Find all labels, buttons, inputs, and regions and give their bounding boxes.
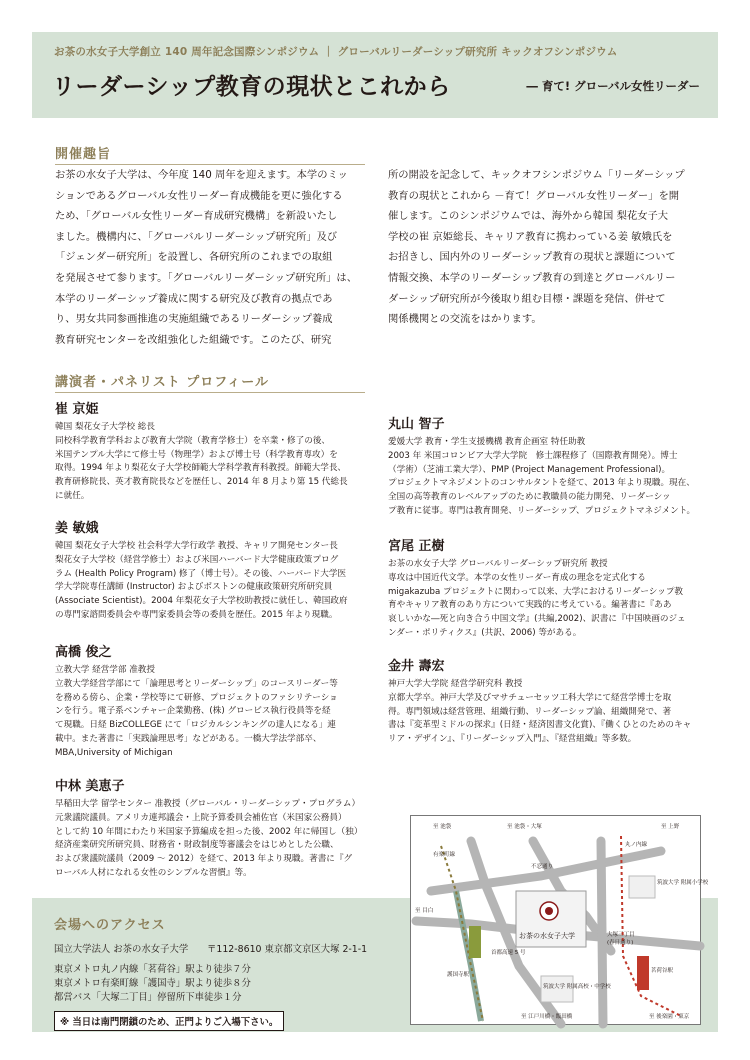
bio-line: MBA,University of Michigan — [55, 747, 173, 758]
road-kasuga — [601, 841, 603, 1024]
purpose-line: ションであるグローバル女性リーダー育成機能を更に強化する — [55, 189, 343, 202]
bio-line: 京都大学卒。神戸大学及びマサチューセッツ工科大学にて経営学博士を取 — [388, 692, 672, 703]
profile-name: 姜 敏娥 — [55, 521, 99, 536]
profile-role: 愛媛大学 教育・学生支援機構 教育企画室 特任助教 — [388, 437, 586, 447]
bio-line: を務める傍ら、企業・学校等にて研修、プロジェクトのファシリテーショ — [55, 692, 338, 703]
map-label: 至 江戸川橋・飯田橋 — [521, 1014, 573, 1020]
profile-bio — [55, 812, 362, 881]
purpose-line: 「ジェンダー研究所」を設置し、各研究所のこれまでの取組 — [55, 251, 333, 264]
profile-name: 金井 壽宏 — [388, 659, 445, 674]
gokokuji-station-marker — [469, 926, 481, 958]
bio-line: および衆議院議員（2009 ～ 2012）を経て、2013 年より現職。著書に『グ — [55, 854, 353, 865]
map-label: 至 後楽園・東京 — [649, 1014, 690, 1020]
bio-line: ンを行う。電子系ベンチャー企業勤務、(株) グロービス執行役員等を経 — [55, 706, 331, 717]
map-label: 有楽町線 — [433, 852, 456, 858]
entry-notice: ※ 当日は南門閉鎖のため、正門よりご入場下さい。 — [54, 1011, 284, 1031]
purpose-left-column — [55, 165, 375, 350]
access-heading: 会場へのアクセス — [54, 918, 166, 933]
map-label: 大塚三丁目 — [607, 932, 635, 938]
profile-name: 宮尾 正樹 — [388, 539, 445, 554]
profile-name: 丸山 智子 — [388, 417, 445, 432]
bio-line: (Associate Scientist)。2004 年梨花女子大学校助教授に就任し、韓国政府 — [55, 596, 348, 607]
profile-card — [388, 417, 695, 519]
purpose-line: り、男女共同参画推進の実施組織であるリーダーシップ養成 — [55, 313, 333, 326]
myogadani-station-marker — [637, 956, 649, 990]
map-drawing — [411, 816, 709, 1024]
purpose-line: 教育研究センターを改組強化した組織です。このたび、研究 — [55, 333, 332, 346]
profile-card — [55, 402, 348, 504]
bio-line: 経済産業研究所研究員、財務省・財政制度等審議会をはじめとした公職、 — [55, 840, 339, 851]
purpose-line: ため、「グローバル女性リーダー育成研究機構」を新設いたし — [55, 210, 338, 223]
route-line: 東京メトロ丸ノ内線「茗荷谷」駅より徒歩７分 — [54, 964, 251, 975]
profile-bio — [55, 435, 348, 504]
profile-role: 韓国 梨花女子大学校 社会科学大学行政学 教授、キャリア開発センター長 — [55, 541, 338, 551]
bio-line: 専攻は中国近代文学。本学の女性リーダー育成の理念を定式化する — [388, 572, 646, 583]
profile-card — [388, 539, 686, 641]
purpose-line: お招きし、国内外のリーダーシップ教育の現状と課題について — [388, 251, 676, 264]
map-label: 護国寺駅 — [447, 972, 470, 978]
purpose-right-column — [388, 165, 708, 330]
venue-address: 国立大学法人 お茶の水女子大学 〒112-8610 東京都文京区大塚 2-1-1 — [54, 944, 368, 955]
bio-line: プロジェクトマネジメントのコンサルタントを経て、2013 年より現職。現在、 — [388, 478, 695, 489]
purpose-heading: 開催趣旨 — [55, 147, 112, 162]
bio-line: 哀しいかな―死と向き合う中国文学』(共編,2002)、訳書に『中国映画のジェ — [388, 614, 686, 625]
bio-line: 載中。また著書に「実践論理思考」などがある。一橋大学法学部卒、 — [55, 733, 322, 744]
bio-line: として約 10 年間にわたり米国家予算編成を担った後、2002 年に帰国し（独） — [55, 826, 363, 837]
purpose-line: を発展させて参ります。「グローバルリーダーシップ研究所」は、 — [55, 271, 358, 284]
profile-name: 高橋 俊之 — [55, 645, 112, 660]
header-banner — [32, 32, 718, 118]
bio-line: て現職。日経 BizCOLLEGE にて「ロジカルシンキングの達人になる」連 — [55, 720, 336, 731]
bio-line: 書は『変革型ミドルの探求』(日経・経済図書文化賞)、『働くひとのためのキャ — [388, 720, 692, 731]
bio-line: 元衆議院議員。アメリカ連邦議会・上院予算委員会補佐官（米国家公務員） — [55, 812, 347, 823]
marunouchi-line — [621, 836, 681, 1016]
bio-line: ローバル人材になれる女性のシンプルな習慣』等。 — [55, 867, 252, 878]
map-label: 茗荷谷駅 — [651, 968, 674, 974]
profile-bio — [388, 572, 686, 641]
profile-role: 立教大学 経営学部 准教授 — [55, 665, 155, 675]
page-title: リーダーシップ教育の現状とこれから — [52, 74, 451, 100]
map-label: 不忍通り — [531, 864, 554, 870]
purpose-line: 関係機関との交流をはかります。 — [388, 313, 542, 326]
purpose-line: 本学のリーダーシップ養成に関する研究及び教育の拠点であ — [55, 292, 333, 305]
purpose-line: 情報交換、本学のリーダーシップ教育の到達とグローバルリー — [388, 271, 676, 284]
profile-card — [55, 521, 348, 623]
school-block — [629, 876, 655, 898]
bio-line: 同校科学教育学科および教育大学院（教育学修士）を卒業・修了の後、 — [55, 435, 331, 446]
bio-line: 得。専門領域は経営管理、組織行動、リーダーシップ論、組織開発で、著 — [388, 706, 672, 717]
profile-bio — [55, 554, 348, 623]
profile-bio — [388, 450, 695, 519]
profile-bio — [388, 692, 691, 747]
map-label: 筑波大学 附属高校・中学校 — [543, 984, 611, 990]
bio-line: ラム (Health Policy Program) 修了（博士号）。その後、ハーバード大学医 — [55, 568, 347, 579]
map-label: 筑波大学 附属小学校 — [657, 880, 709, 886]
crest-core — [545, 907, 553, 915]
profile-role: 早稲田大学 留学センター 准教授（グローバル・リーダーシップ・プログラム） — [55, 799, 361, 809]
map-label: 至 目白 — [415, 908, 434, 914]
campus-label: お茶の水女子大学 — [519, 932, 575, 940]
bio-line: ンダー・ポリティクス』(共訳、2006) 等がある。 — [388, 627, 582, 638]
bio-line: 育やキャリア教育のあり方について実践的に考えている。編著書に『ああ — [388, 600, 672, 611]
profile-name: 中林 美恵子 — [55, 779, 125, 794]
bio-line: migakazuba プロジェクトに関わって以来、大学におけるリーダーシップ教 — [388, 586, 684, 597]
purpose-line: 催します。このシンポジウムでは、海外から韓国 梨花女子大 — [388, 210, 669, 223]
header-subtitle: お茶の水女子大学創立 140 周年記念国際シンポジウム ｜ グローバルリーダーシップ研究所 キックオフシンポジウム — [54, 46, 618, 58]
profile-card — [388, 659, 691, 747]
route-line: 東京メトロ有楽町線「護国寺」駅より徒歩８分 — [54, 978, 251, 989]
bio-line: 立教大学経営学部にて「論理思考とリーダーシップ」のコースリーダー等 — [55, 678, 338, 689]
profiles-heading-rule — [55, 392, 365, 393]
access-map — [410, 815, 709, 1025]
purpose-line: 教育の現状とこれから －育て！グローバル女性リーダー」を開 — [388, 189, 680, 202]
profile-card — [55, 779, 362, 881]
profile-role: お茶の水女子大学 グローバルリーダーシップ研究所 教授 — [388, 559, 608, 569]
map-label: 首都高速 5 号 — [491, 950, 526, 956]
bio-line: に就任。 — [55, 490, 90, 501]
bio-line: 取得。1994 年より梨花女子大学校師範大学科学教育科教授。師範大学長、 — [55, 463, 347, 474]
bio-line: 2003 年 米国コロンビア大学大学院 修士課程修了（国際教育開発）。博士 — [388, 450, 678, 461]
purpose-line: ダーシップ研究所が今後取り組む目標・課題を発信、併せて — [388, 292, 666, 305]
bio-line: （学術）（芝浦工業大学）、PMP (Project Management Professional)。 — [388, 464, 671, 475]
profiles-heading: 講演者・パネリスト プロフィール — [55, 375, 269, 390]
bio-line: の専門家諮問委員会や専門家委員会等の委員を歴任。2015 年より現職。 — [55, 609, 338, 620]
map-label: 至 上野 — [661, 824, 680, 830]
map-label: 至 池袋 — [433, 824, 452, 830]
purpose-line: 学校の崔 京姫総長、キャリア教育に携わっている姜 敏娥氏を — [388, 230, 673, 243]
profile-name: 崔 京姫 — [55, 402, 99, 417]
map-label: 丸ノ内線 — [625, 842, 648, 848]
bio-line: リア・デザイン』、『リーダーシップ入門』、『経営組織』等多数。 — [388, 734, 637, 745]
profile-role: 韓国 梨花女子大学校 総長 — [55, 422, 155, 432]
map-label: (春日通り) — [607, 940, 634, 946]
profile-card — [55, 645, 338, 761]
route-line: 都営バス「大塚二丁目」停留所下車徒歩１分 — [54, 992, 242, 1003]
bio-line: 学大学院専任講師 (Instructor) およびボストンの健康政策研究所研究員 — [55, 582, 333, 593]
bio-line: プ教育に従事。専門は教育開発、リーダーシップ、プロジェクトマネジメント。 — [388, 505, 696, 516]
purpose-line: お茶の水女子大学は、今年度 140 周年を迎えます。本学のミッ — [55, 169, 348, 181]
bio-line: 梨花女子大学校（経営学修士）および米国ハーバード大学健康政策プログ — [55, 554, 339, 565]
bio-line: 米国テンプル大学にて修士号（物理学）および博士号（科学教育専攻）を — [55, 449, 338, 460]
bio-line: 教育研修院長、英才教育院長などを歴任し、2014 年 8 月より第 15 代総長 — [55, 477, 348, 488]
purpose-line: 所の開設を記念して、キックオフシンポジウム「リーダーシップ — [388, 169, 685, 181]
purpose-line: ました。機構内に、「グローバルリーダーシップ研究所」及び — [55, 230, 338, 243]
bio-line: 全国の高等教育のレベルアップのために教職員の能力開発、リーダーシッ — [388, 492, 671, 503]
map-label: 至 池袋・大塚 — [507, 824, 542, 830]
profile-bio — [55, 678, 338, 761]
profile-role: 神戸大学大学院 経営学研究科 教授 — [388, 679, 523, 689]
header-tagline: ― 育て! グローバル女性リーダー — [526, 79, 700, 93]
